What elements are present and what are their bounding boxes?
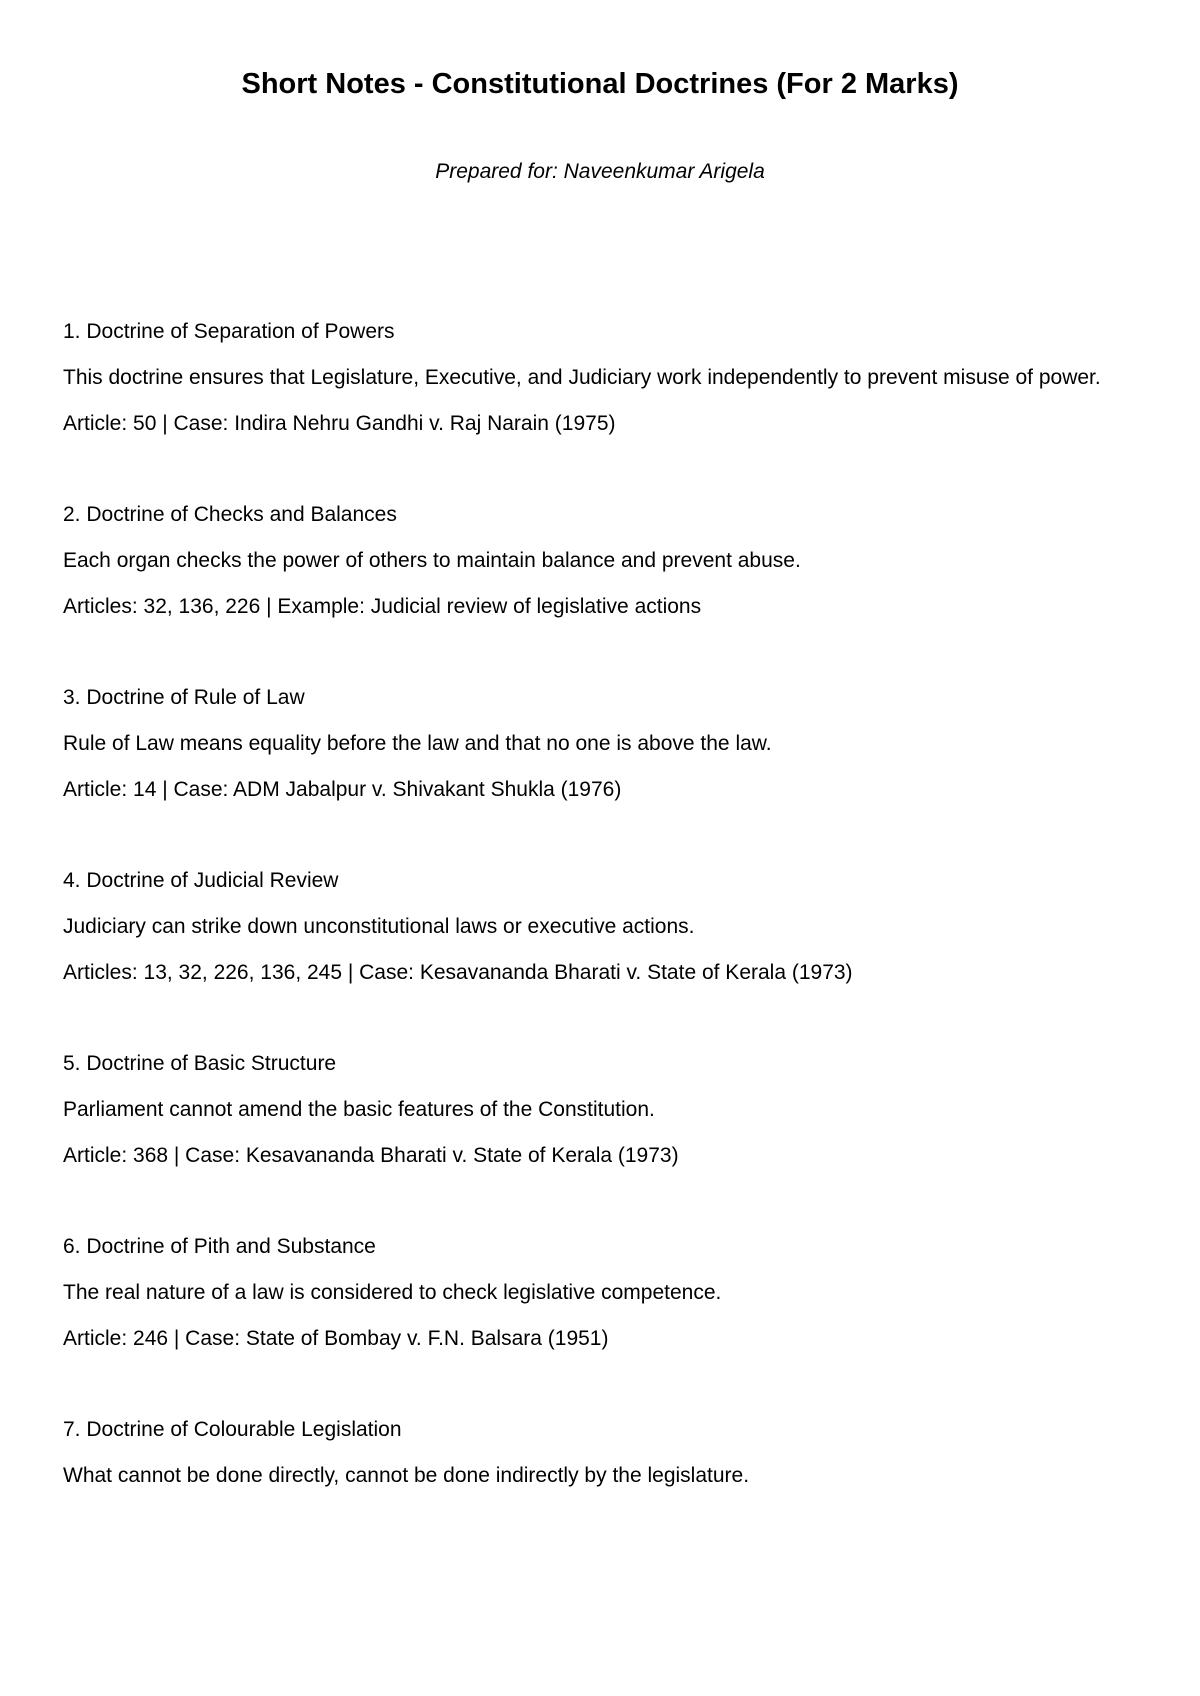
doctrine-heading: 6. Doctrine of Pith and Substance xyxy=(63,1235,376,1258)
doctrine-item xyxy=(63,858,1145,996)
doctrine-item xyxy=(63,1041,1145,1179)
doctrine-description: Rule of Law means equality before the law and that no one is above the law. xyxy=(63,732,772,755)
doctrine-heading: 1. Doctrine of Separation of Powers xyxy=(63,320,395,343)
doctrine-item xyxy=(63,1224,1145,1362)
doctrine-reference: Articles: 13, 32, 226, 136, 245 | Case: Kesavananda Bharati v. State of Kerala (1973) xyxy=(63,961,853,984)
doctrine-item xyxy=(63,492,1145,630)
page-title: Short Notes - Constitutional Doctrines (For 2 Marks) xyxy=(241,68,959,100)
doctrine-description: What cannot be done directly, cannot be done indirectly by the legislature. xyxy=(63,1464,750,1487)
doctrine-reference: Article: 14 | Case: ADM Jabalpur v. Shivakant Shukla (1976) xyxy=(63,778,622,801)
doctrine-heading: 5. Doctrine of Basic Structure xyxy=(63,1052,337,1075)
doctrine-item xyxy=(63,1407,1145,1499)
doctrine-reference: Article: 368 | Case: Kesavananda Bharati v. State of Kerala (1973) xyxy=(63,1144,679,1167)
doctrine-reference: Article: 50 | Case: Indira Nehru Gandhi v. Raj Narain (1975) xyxy=(63,412,616,435)
page-subtitle: Prepared for: Naveenkumar Arigela xyxy=(435,160,765,183)
doctrine-description: Judiciary can strike down unconstitutional laws or executive actions. xyxy=(63,915,695,938)
doctrine-description: Parliament cannot amend the basic features of the Constitution. xyxy=(63,1098,655,1121)
doctrine-heading: 7. Doctrine of Colourable Legislation xyxy=(63,1418,402,1441)
doctrine-description: The real nature of a law is considered to check legislative competence. xyxy=(63,1281,722,1304)
doctrine-heading: 4. Doctrine of Judicial Review xyxy=(63,869,339,892)
doctrine-description: This doctrine ensures that Legislature, Executive, and Judiciary work independently to prevent misuse of power. xyxy=(63,366,1101,389)
doctrine-list xyxy=(63,309,1145,1544)
doctrine-item xyxy=(63,675,1145,813)
doctrine-heading: 3. Doctrine of Rule of Law xyxy=(63,686,305,709)
doctrine-item xyxy=(63,309,1145,447)
doctrine-description: Each organ checks the power of others to maintain balance and prevent abuse. xyxy=(63,549,801,572)
doctrine-heading: 2. Doctrine of Checks and Balances xyxy=(63,503,397,526)
doctrine-reference: Articles: 32, 136, 226 | Example: Judicial review of legislative actions xyxy=(63,595,702,618)
doctrine-reference: Article: 246 | Case: State of Bombay v. F.N. Balsara (1951) xyxy=(63,1327,609,1350)
